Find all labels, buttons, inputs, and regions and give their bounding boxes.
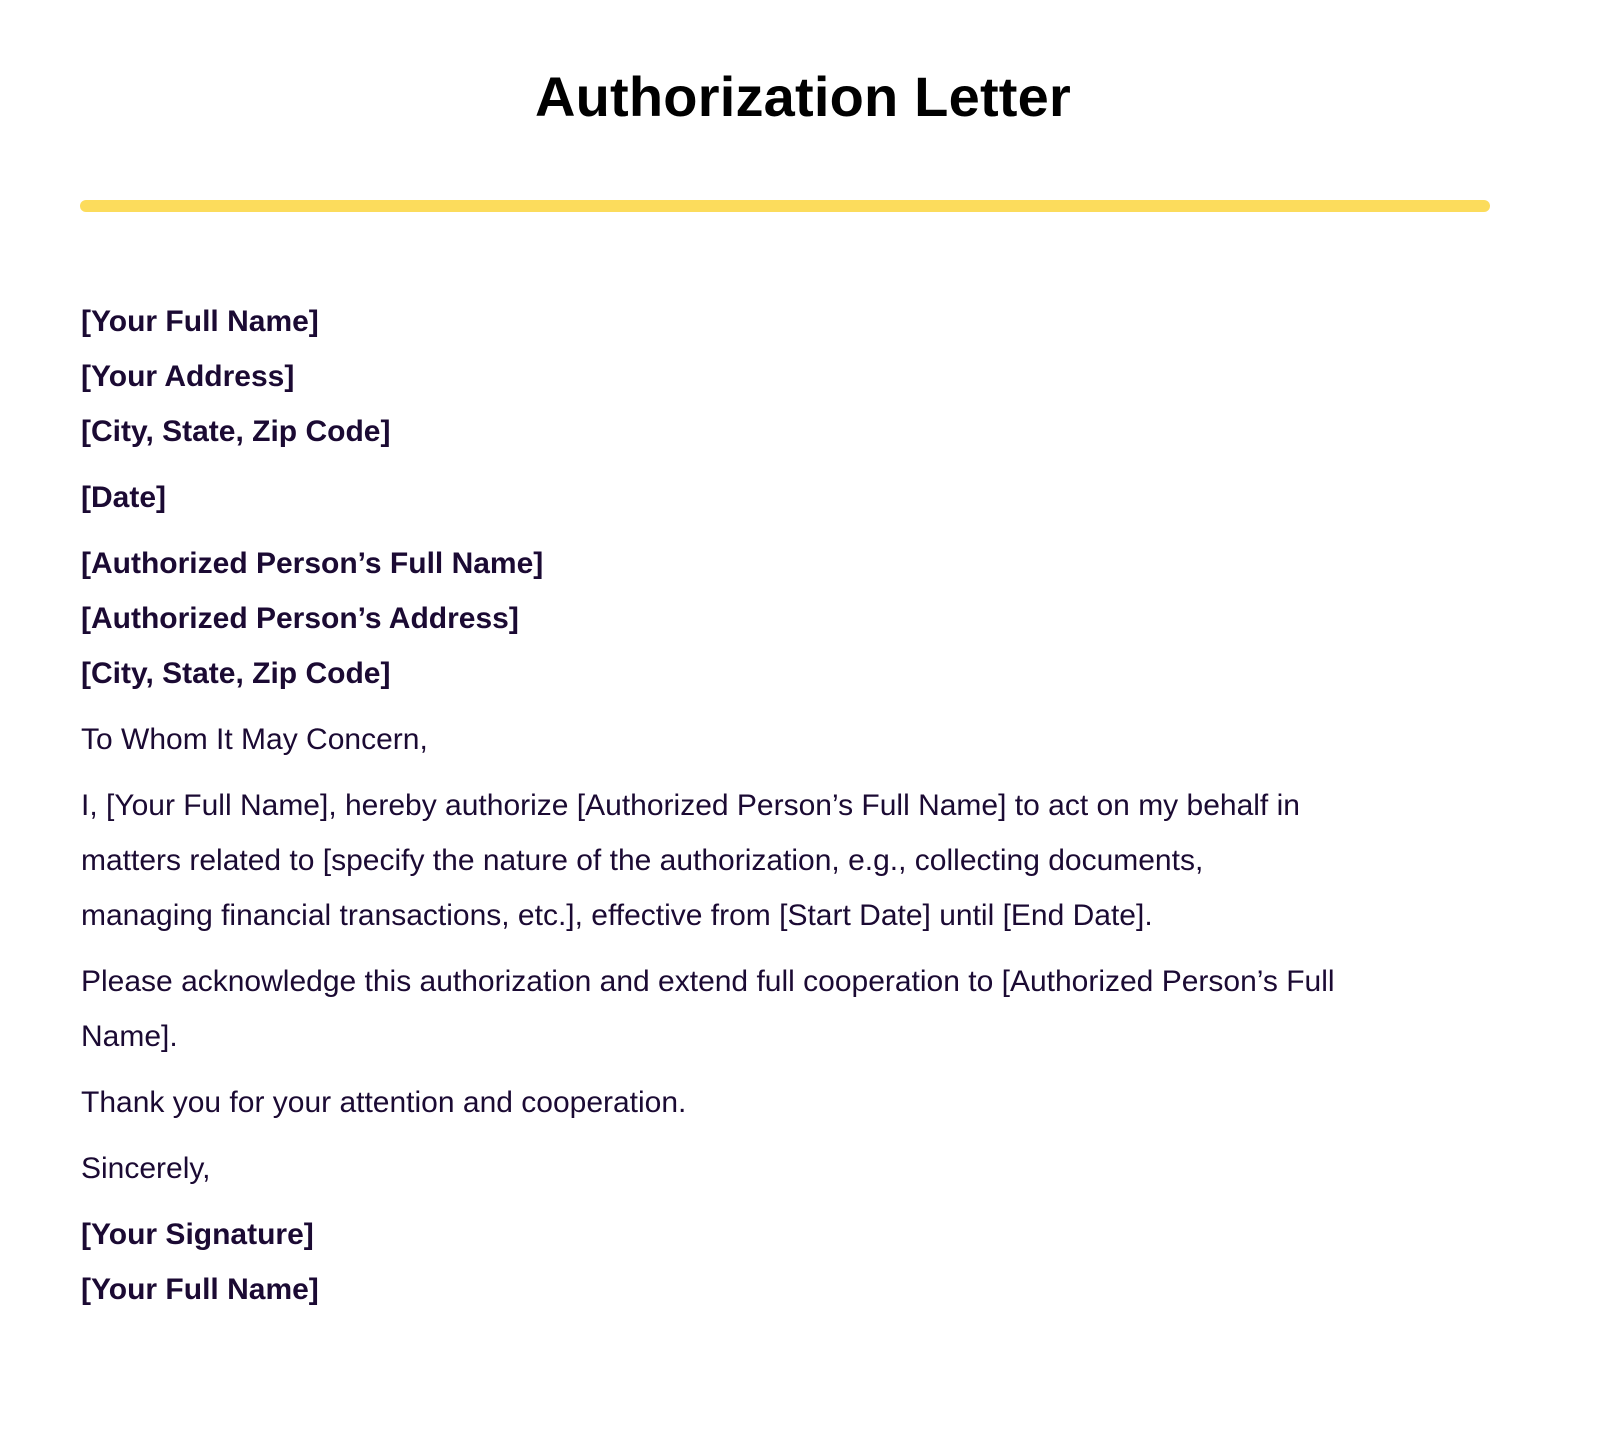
- salutation-text: To Whom It May Concern,: [81, 723, 428, 756]
- signature-full-name: [Your Full Name]: [81, 1273, 319, 1306]
- body-paragraph-acknowledge: [81, 954, 1501, 1064]
- body-line: managing financial transactions, etc.], effective from [Start Date] until [End Date].: [81, 899, 1153, 932]
- body-line: Name].: [81, 1020, 178, 1053]
- letter-date: [Date]: [81, 481, 167, 514]
- body-line: I, [Your Full Name], hereby authorize [Authorized Person’s Full Name] to act on my behalf in: [81, 789, 1300, 822]
- body-paragraph-thanks: [81, 1075, 1501, 1130]
- signature-block: [81, 1207, 1501, 1317]
- body-paragraph-authorization: [81, 778, 1501, 943]
- title-divider: [80, 200, 1490, 212]
- closing: [81, 1141, 1501, 1196]
- sender-city-state-zip: [City, State, Zip Code]: [81, 415, 391, 448]
- sender-address: [Your Address]: [81, 360, 295, 393]
- salutation: [81, 712, 1501, 767]
- date-block: [81, 470, 1501, 525]
- closing-text: Sincerely,: [81, 1152, 211, 1185]
- document-title: Authorization Letter: [535, 65, 1071, 128]
- letter-content: [81, 294, 1501, 1328]
- body-line: matters related to [specify the nature of the authorization, e.g., collecting documents,: [81, 844, 1204, 877]
- sender-name: [Your Full Name]: [81, 305, 319, 338]
- recipient-address: [Authorized Person’s Address]: [81, 602, 519, 635]
- recipient-name: [Authorized Person’s Full Name]: [81, 547, 544, 580]
- recipient-city-state-zip: [City, State, Zip Code]: [81, 657, 391, 690]
- signature-placeholder: [Your Signature]: [81, 1218, 314, 1251]
- body-line: Thank you for your attention and cooperation.: [81, 1086, 687, 1119]
- recipient-address-block: [81, 536, 1501, 701]
- sender-address-block: [81, 294, 1501, 459]
- body-line: Please acknowledge this authorization and extend full cooperation to [Authorized Person’s Full: [81, 965, 1335, 998]
